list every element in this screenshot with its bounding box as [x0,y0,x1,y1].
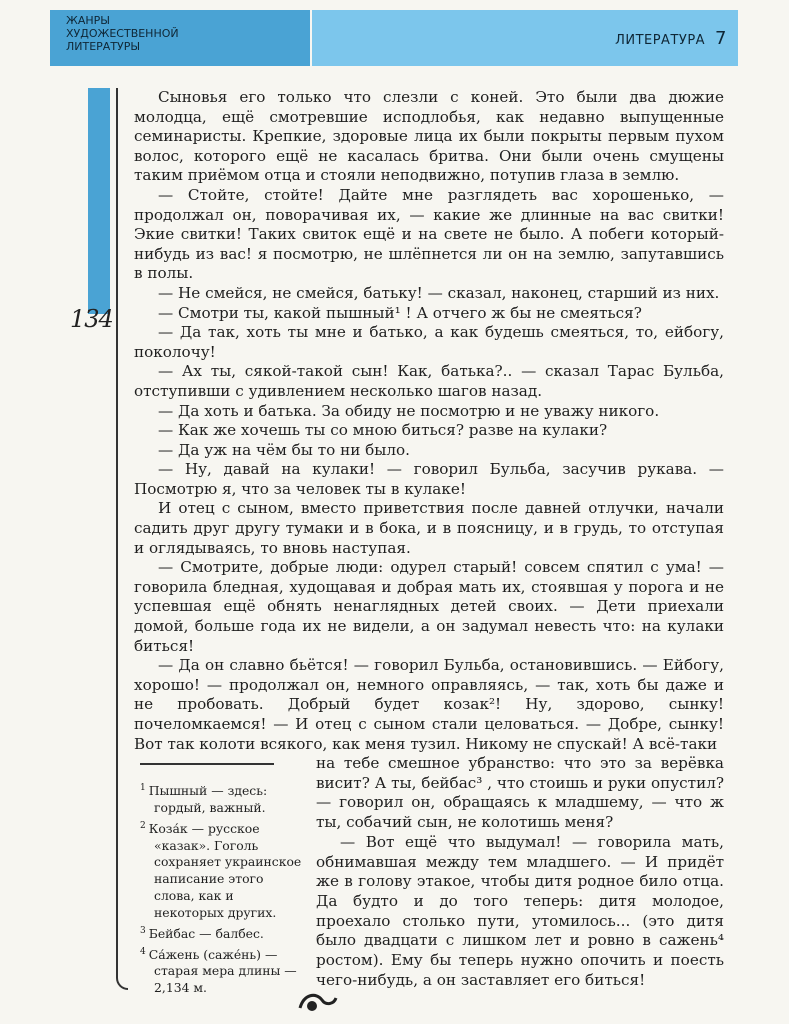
paragraph: — Стойте, стойте! Дайте мне разглядеть вас хорошенько, — продолжал он, поворачивая их, — какие же длинные на вас свитки! Экие свитки! Таких свиток ещё и на свете не было. А побеги который-нибудь из вас! я посмотрю, не шлёпнется ли он на землю, запутавшись в полы. [134,185,724,283]
paragraph: — Смотри ты, какой пышный¹ ! А отчего ж бы не смеяться? [158,303,642,322]
paragraph: И отец с сыном, вместо приветствия после давней отлучки, начали садить друг другу тумаки и в бока, и в поясницу, и в грудь, то отступая и оглядываясь, то вновь наступая. [134,499,724,557]
footnote-text: Са́жень (саже́нь) — старая мера длины — 2,134 м. [148,946,297,996]
margin-color-bar [88,88,110,314]
main-text [134,88,724,754]
ornament-icon [296,988,340,1016]
paragraph: — Смотрите, добрые люди: одурел старый! совсем спятил с ума! — говорила бледная, худощавая и добрая мать их, стоявшая у порога и не успевшая ещё обнять ненаглядных детей своих. — Дети приехали домой, больше года их не видели, а он задумал невесть что: на кулаки биться! [134,558,724,655]
paragraph: — Ну, давай на кулаки! — говорил Бульба, засучив рукава. — Посмотрю я, что за человек ты в кулаке! [134,460,724,498]
continuation-text [316,754,724,990]
section-title [66,14,266,53]
page-header [0,0,789,68]
paragraph: Сыновья его только что слезли с коней. Это были два дюжие молодца, ещё смотревшие исподлобья, как недавно выпущенные семинаристы. Крепкие, здоровые лица их были покрыты первым пухом волос, которого ещё не касалась бритва. Они были очень смущены таким приёмом отца и стояли неподвижно, потупив глаза в землю. [134,88,724,185]
paragraph: — Как же хочешь ты со мною биться? разве на кулаки? [158,421,608,440]
paragraph: — Да так, хоть ты мне и батько, а как будешь смеяться, то, ейбогу, поколочу! [134,323,724,361]
paragraph: — Не смейся, не смейся, батьку! — сказал, наконец, старший из них. [158,283,720,302]
footnote-text: Пышный — здесь: гордый, важный. [148,783,268,815]
paragraph: на тебе смешное убранство: что это за верёвка висит? А ты, бейбас³ , что стоишь и руки опустил? — говорил он, обращаясь к младшему, — что ж ты, собачий сын, не колотишь меня? [316,754,724,832]
paragraph: — Да хоть и батька. За обиду не посмотрю и не уважу никого. [158,401,660,420]
subject-label [615,28,727,49]
footnote-number: 1 [140,783,146,793]
section-title-line: ЖАНРЫ [66,14,110,27]
footnote [140,944,302,998]
paragraph: — Вот ещё что выдумал! — говорила мать, обнимавшая между тем младшего. — И придёт же в голову этакое, чтобы дитя родное било отца. Да будто и до того теперь: дитя молодое, проехало столько пути, утомилось... (это дитя было двадцати с лишком лет и ровно в сажень⁴ ростом). Ему бы теперь нужно опочить и поесть чего-нибудь, а он заставляет его биться! [316,832,724,989]
section-title-line: ХУДОЖЕСТВЕННОЙ [66,27,179,40]
footnote-number: 3 [140,925,146,936]
footnote-number: 4 [140,946,146,957]
paragraph: — Да он славно бьётся! — говорил Бульба, остановившись. — Ейбогу, хорошо! — продолжал он, немного оправляясь, — так, хоть бы даже и не пробовать. Добрый будет козак²! Ну, здорово, сынку! почеломкаемся! — И отец с сыном стали целоваться. — Добре, сынку! Вот так колоти всякого, как меня тузил. Никому не спускай! А всё-таки [134,656,724,753]
footnote [140,780,302,817]
grade-number: 7 [715,28,727,49]
footnote-text: Коза́к — русское «казак». Гоголь сохраняет украинское написание этого слова, как и некоторых других. [148,820,302,920]
page-number: 134 [70,305,113,333]
subject-name: ЛИТЕРАТУРА [615,33,706,48]
paragraph: — Да уж на чём бы то ни было. [158,440,411,459]
footnote-divider [140,763,274,765]
footnote [140,818,302,922]
footnotes [140,780,302,998]
page-frame-line [116,88,128,990]
paragraph: — Ах ты, сякой-такой сын! Как, батька?.. — сказал Тарас Бульба, отступивши с удивлением несколько шагов назад. [134,362,724,400]
footnote-number: 2 [140,820,146,831]
footnote [140,923,302,943]
section-title-line: ЛИТЕРАТУРЫ [66,40,141,53]
footnote-text: Бейбас — балбес. [148,925,264,941]
